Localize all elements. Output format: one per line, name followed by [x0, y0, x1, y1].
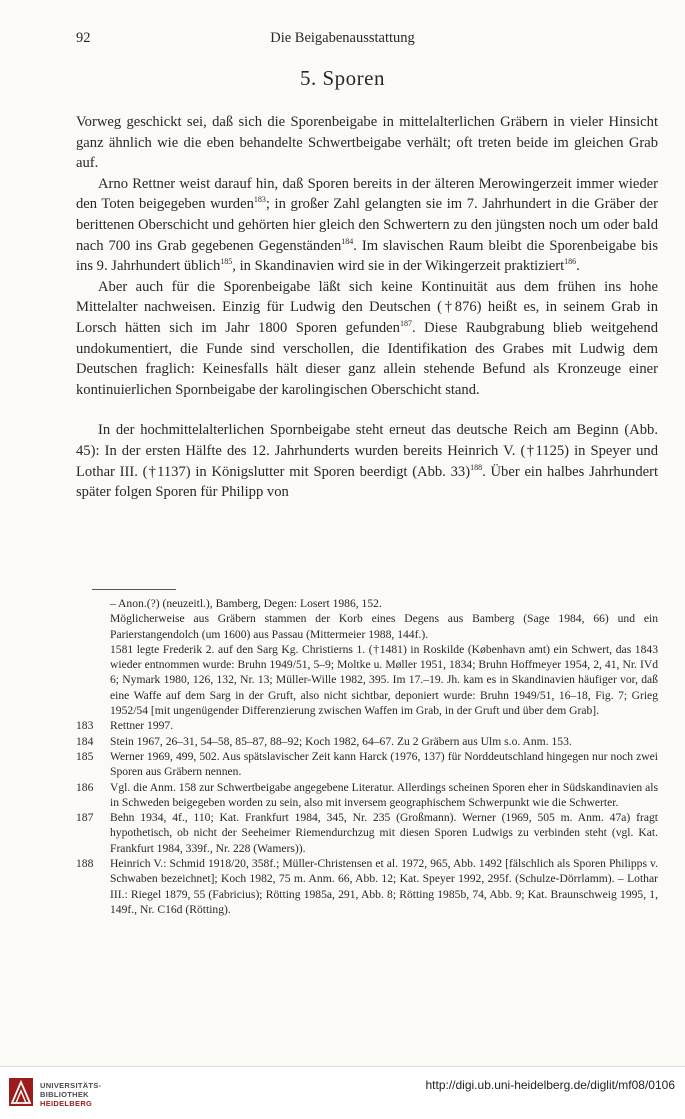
source-url-link[interactable]: http://digi.ub.uni-heidelberg.de/diglit/mf08/0106: [425, 1078, 675, 1092]
logo-line-1: UNIVERSITÄTS-: [40, 1081, 102, 1090]
footnote-continued-3: 1581 legte Frederik 2. auf den Sarg Kg. Christierns 1. (†1481) in Roskilde (København amt) ein Schwert, das 1843 wieder entnommen wurde: Bruhn 1949/51, 5–9; Moltke u. Møller 1951, 1834; Bruhn Hoffmeyer 1954, 2, 41, Nr. IVd 6; Nymark 1980, 126, 132, Nr. 13; Müller-Wille 1982, 395. Im 17.–19. Jh. kam es in Skandinavien häufiger vor, daß eine Waffe auf dem Sarg in der Gruft, also nicht sichtbar, deponiert wurde: Bruhn 1949/51, 16–18, Fig. 7; Grieg 1952/54 [mit ungenügender Differenzierung zwischen Waffen im Grab, in der Gruft und über dem Grab].: [110, 642, 658, 718]
footnote-ref-183[interactable]: 183: [253, 195, 266, 205]
footnote-187: 187 Behn 1934, 4f., 110; Kat. Frankfurt 1984, 345, Nr. 235 (Großmann). Werner (1969, 505 m. Anm. 47a) fragt hypothetisch, ob nicht der Seeheimer Riemendurchzug mit diesen Sporen Ludwigs zu verbinden steht (vgl. Kat. Frankfurt 1984, 339f., Nr. 228 (Wamers)).: [76, 811, 658, 855]
page-header: [76, 30, 609, 50]
footnote-number: 184: [76, 734, 94, 748]
footnote-ref-185[interactable]: 185: [220, 257, 233, 267]
footnote-number: 187: [76, 811, 94, 825]
digitization-footer: [0, 1066, 685, 1119]
footnote-continued-1: – Anon.(?) (neuzeitl.), Bamberg, Degen: Losert 1986, 152.: [110, 597, 382, 610]
paragraph-1: Vorweg geschickt sei, daß sich die Sporenbeigabe in mittelalterlichen Gräbern in vieler Hinsicht ganz ähnlich wie die eben behandelte Schwertbeigabe verhält; oft treten beide im gleichen Grab auf.: [76, 114, 658, 172]
footnote-ref-187[interactable]: 187: [399, 318, 412, 328]
paragraph-4: In der hochmittelalterlichen Spornbeigabe steht erneut das deutsche Reich am Beginn (Abb. 45): In der ersten Hälfte des 12. Jahrhunderts wurden bereits Heinrich V. (†1125) in Speyer und Lothar III. (†1137) in Königslutter mit Sporen beerdigt (Abb. 33)$^{188}$. Über ein halbes Jahrhundert später folgen Sporen für Philipp von: [76, 422, 659, 501]
page-number: 92: [76, 30, 91, 46]
footnote-ref-184[interactable]: 184: [341, 236, 354, 246]
footnote-number: 183: [76, 719, 94, 733]
footnote-185: 185 Werner 1969, 499, 502. Aus spätslavischer Zeit kann Harck (1976, 137) für Norddeutschland hingegen nur noch zwei Sporen aus Gräbern nennen.: [76, 749, 658, 779]
paragraph-2: Arno Rettner weist darauf hin, daß Sporen bereits in der älteren Merowingerzeit immer wieder den Toten beigegeben wurden$^{183}$; in großer Zahl gelangten sie im 7. Jahrhundert in die Gräber der berittenen Oberschicht und gehörten hier gleich den Schwertern zu den jüngsten noch um oder bald nach 700 ins Grab gegebenen Gegenständen$^{184}$. Im slavischen Raum bleibt die Sporenbeigabe bis ins 9. Jahrhundert üblich$^{185}$, in Skandinavien wird sie in der Wikingerzeit praktiziert$^{186}$.: [76, 175, 658, 275]
footnotes: [76, 596, 658, 917]
footnote-continued-2: Möglicherweise aus Gräbern stammen der Korb eines Degens aus Bamberg (Sage 1984, 66) und ein Parierstangendolch (um 1600) aus Passau (Mittermeier 1988, 144f.).: [110, 612, 658, 641]
footnote-number: 188: [76, 857, 94, 871]
running-head: Die Beigabenausstattung: [270, 30, 415, 46]
footnote-number: 186: [76, 780, 94, 794]
footnote-183: 183 Rettner 1997.: [76, 719, 174, 733]
logo-line-3: HEIDELBERG: [40, 1099, 93, 1108]
chapter-title: 5. Sporen: [300, 66, 385, 90]
footnote-188: 188 Heinrich V.: Schmid 1918/20, 358f.; Müller-Christensen et al. 1972, 965, Abb. 1492 [fälschlich als Sporen Philipps v. Schwaben bezeichnet]; Koch 1982, 75 m. Anm. 66, Abb. 12; Kat. Speyer 1992, 295f. (Schulze-Dörrlamm). – Lothar III.: Riegel 1879, 55 (Fabricius); Rötting 1985a, 291, Abb. 8; Rötting 1985b, 74, Abb. 9; Kat. Braunschweig 1995, 1, 149f., Nr. C16d (Rötting).: [76, 857, 658, 916]
body-text: [76, 112, 658, 503]
footnote-186: 186 Vgl. die Anm. 158 zur Schwertbeigabe angegebene Literatur. Allerdings scheinen Sporen eher in Südskandinavien als in Schweden beigegeben worden zu sein, also mit inversem geographischem Schwerpunkt wie die Schwerter.: [76, 780, 658, 809]
footnote-ref-188[interactable]: 188: [470, 462, 483, 472]
footnote-184: 184 Stein 1967, 26–31, 54–58, 85–87, 88–92; Koch 1982, 64–67. Zu 2 Gräbern aus Ulm s.o. Anm. 153.: [76, 734, 572, 748]
footnote-ref-186[interactable]: 186: [564, 257, 577, 267]
footnote-number: 185: [76, 749, 94, 763]
library-logo[interactable]: [8, 1075, 138, 1111]
footnote-separator: [92, 589, 176, 590]
library-seal-icon: [8, 1077, 34, 1107]
paragraph-3: Aber auch für die Sporenbeigabe läßt sich keine Kontinuität aus dem frühen ins hohe Mittelalter nachweisen. Einzig für Ludwig den Deutschen (†876) heißt es, in seinem Grab in Lorsch hätten sich im Jahr 1800 Sporen gefunden$^{187}$. Diese Raubgrabung blieb weitgehend undokumentiert, die Funde sind verschollen, die Identifikation des Grabes mit Ludwig dem Deutschen fraglich: Keinesfalls hält dieser ganz allein stehende Befund als Kronzeuge einer kontinuierlichen Spornbeigabe der karolingischen Oberschicht stand.: [76, 278, 658, 398]
logo-line-2: BIBLIOTHEK: [40, 1090, 89, 1099]
